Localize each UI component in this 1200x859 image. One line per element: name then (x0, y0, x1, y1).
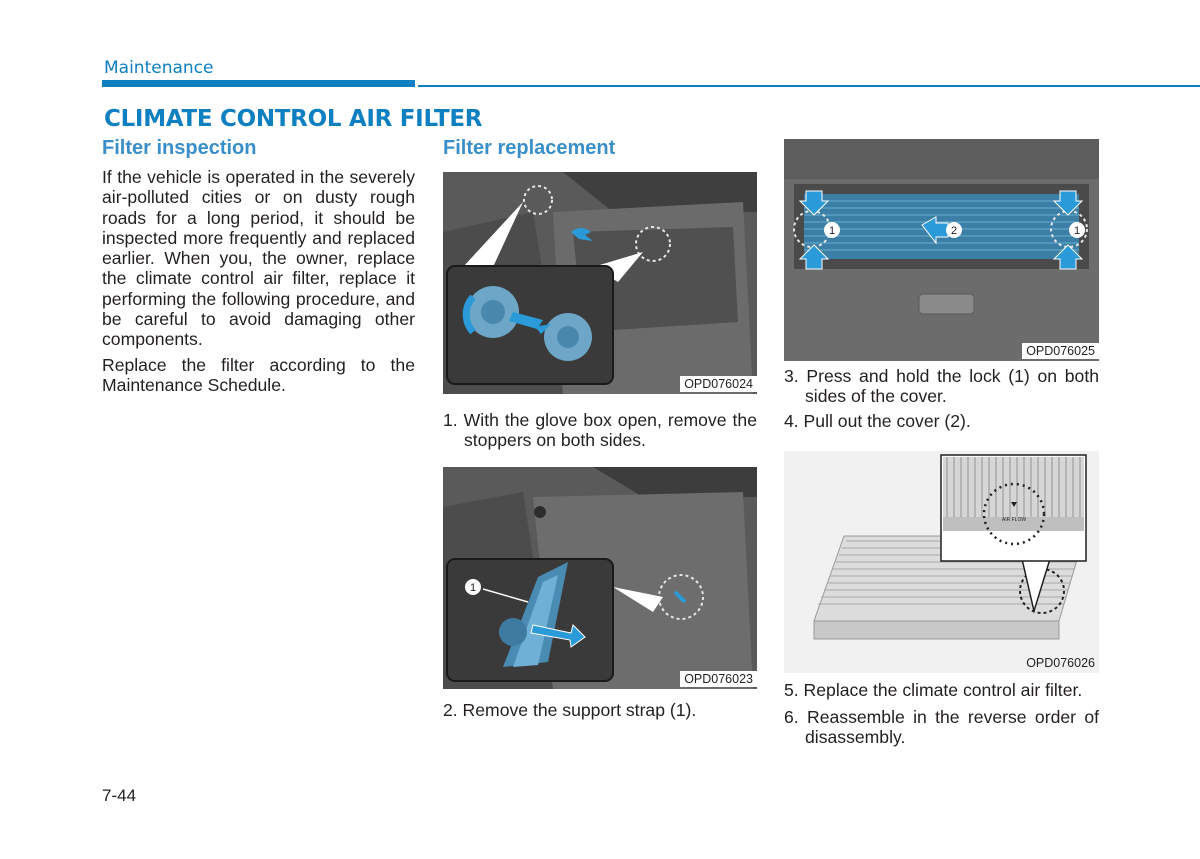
filter-inspection-heading: Filter inspection (102, 137, 257, 159)
step-3 (784, 366, 1099, 407)
inspection-paragraph (102, 167, 415, 395)
header-bar-thin (418, 85, 1200, 87)
figure-support-strap (443, 467, 757, 689)
figure-code: OPD076024 (680, 376, 757, 392)
filter-replacement-heading: Filter replacement (443, 137, 616, 159)
step-2 (443, 700, 757, 720)
step-6 (784, 707, 1099, 748)
page-title: CLIMATE CONTROL AIR FILTER (104, 106, 483, 132)
figure-code: OPD076025 (1022, 343, 1099, 359)
step-6-text: 6. Reassemble in the reverse order of disassembly. (784, 707, 1099, 748)
schedule-text: Replace the filter according to the Maintenance Schedule. (102, 354, 415, 395)
air-filter-illustration (784, 451, 1099, 673)
step-4-text: 4. Pull out the cover (2). (784, 411, 971, 431)
stoppers-illustration (443, 172, 757, 394)
callout-1: 1 (469, 582, 477, 594)
page-number: 7-44 (102, 786, 137, 805)
figure-code: OPD076023 (680, 671, 757, 687)
step-5 (784, 680, 1099, 700)
callout-cover: 2 (950, 225, 958, 237)
cover-lock-illustration (784, 139, 1099, 361)
step-1 (443, 410, 757, 451)
header-bar-thick (102, 80, 415, 87)
air-flow-label: AIR FLOW (1001, 517, 1027, 523)
callout-lock-right: 1 (1073, 225, 1081, 237)
support-strap-illustration (443, 467, 757, 689)
step-4 (784, 411, 1099, 431)
figure-cover-lock (784, 139, 1099, 361)
figure-code: OPD076026 (1026, 656, 1095, 670)
step-3-text: 3. Press and hold the lock (1) on both sides of the cover. (784, 366, 1099, 407)
section-label: Maintenance (104, 58, 214, 78)
figure-air-filter (784, 451, 1099, 673)
step-2-text: 2. Remove the support strap (1). (443, 700, 697, 720)
step-5-text: 5. Replace the climate control air filter. (784, 680, 1083, 700)
callout-lock-left: 1 (828, 225, 836, 237)
figure-stoppers (443, 172, 757, 394)
step-1-text: 1. With the glove box open, remove the stoppers on both sides. (443, 410, 757, 451)
inspection-text: If the vehicle is operated in the severely air-polluted cities or on dusty rough roads for a long period, it should be inspected more frequently and replaced earlier. When you, the owner, replace the climate control air filter, replace it performing the following procedure, and be careful to avoid damaging other components. (102, 167, 415, 350)
